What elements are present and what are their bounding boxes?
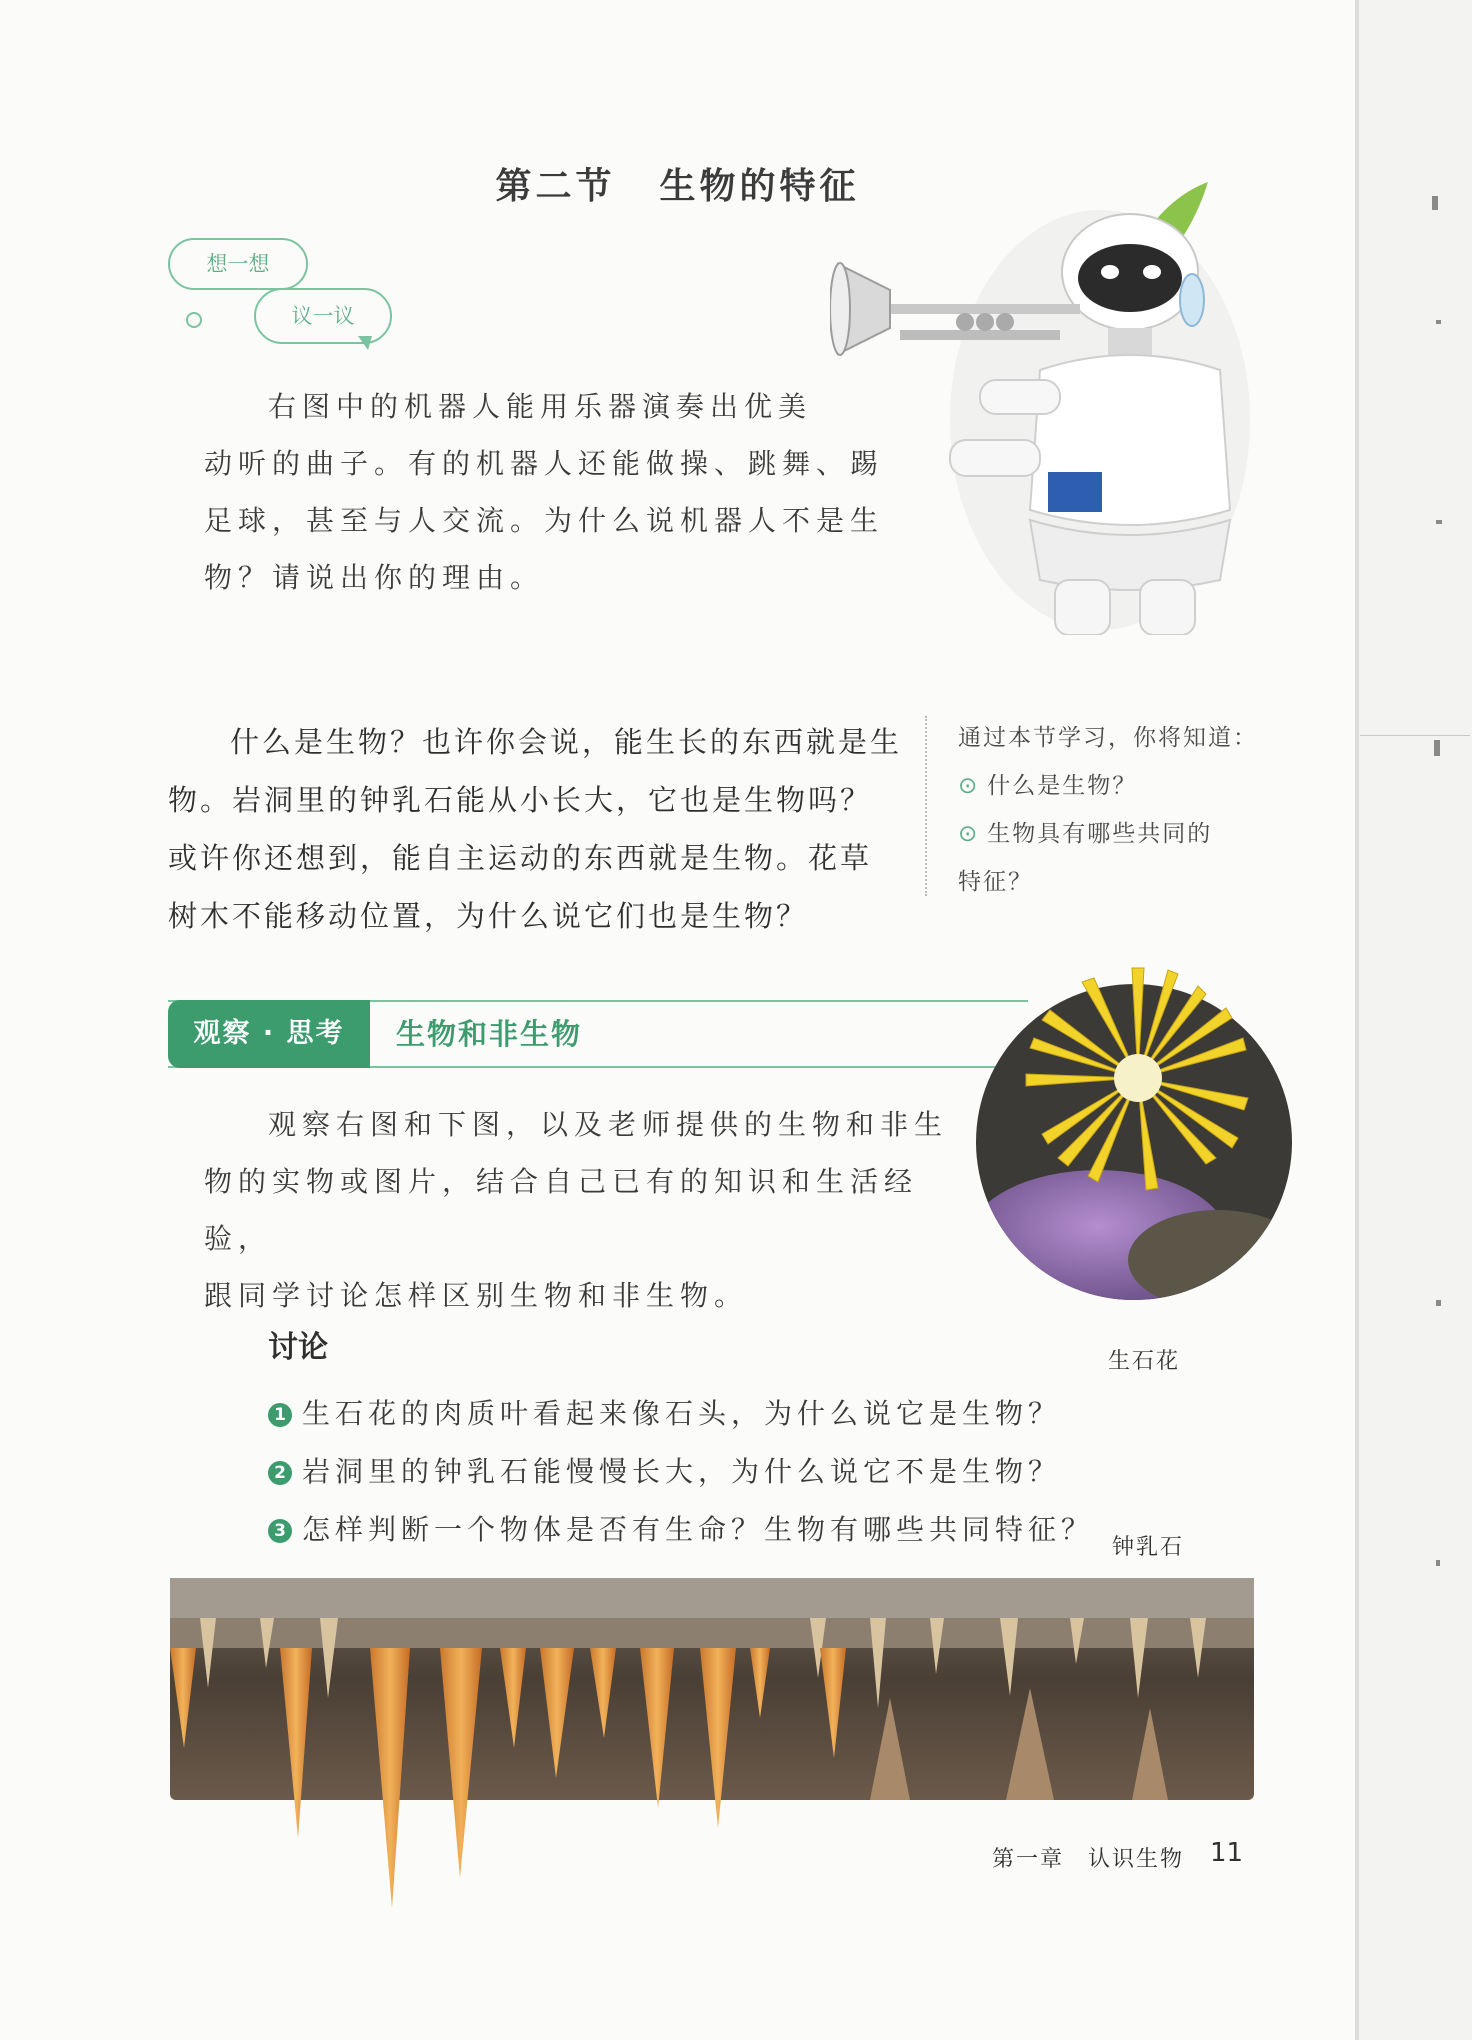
learning-goal-item: 什么是生物？ — [987, 773, 1138, 799]
chest-screen — [1048, 472, 1102, 512]
scan-mark — [1436, 320, 1441, 324]
main-line: 什么是生物？也许你会说，能生长的东西就是生 — [230, 725, 903, 759]
discussion-question: 生石花的肉质叶看起来像石头，为什么说它是生物？ — [302, 1397, 1062, 1430]
stalactite-caption: 钟乳石 — [1112, 1535, 1185, 1560]
discussion-heading: 讨论 — [268, 1330, 328, 1365]
lithops-photo — [968, 960, 1300, 1300]
main-paragraph — [168, 713, 908, 945]
scan-mark — [1436, 1300, 1441, 1306]
page-number: 11 — [1210, 1838, 1244, 1868]
target-bullet-icon: ⊙ — [958, 821, 980, 847]
intro-line: 物？请说出你的理由。 — [204, 561, 545, 594]
observe-paragraph — [204, 1096, 964, 1324]
discussion-item — [268, 1392, 1061, 1432]
scan-mark — [1434, 740, 1440, 756]
discussion-item — [268, 1508, 1094, 1548]
intro-line: 动听的曲子。有的机器人还能做操、跳舞、踢 — [204, 447, 885, 480]
discuss-bubble: 议一议 — [254, 288, 392, 344]
intro-paragraph — [204, 378, 904, 606]
discussion-question: 岩洞里的钟乳石能慢慢长大，为什么说它不是生物？ — [302, 1455, 1062, 1488]
intro-line: 右图中的机器人能用乐器演奏出优美 — [268, 390, 813, 423]
scan-mark — [1432, 196, 1438, 210]
scan-mark — [1436, 1560, 1440, 1566]
learning-goal-item: 特征？ — [958, 869, 1033, 895]
section-name: 生物的特征 — [659, 166, 860, 207]
learning-goals-note — [958, 714, 1258, 906]
number-badge-icon: 2 — [268, 1461, 292, 1485]
discussion-item — [268, 1450, 1061, 1490]
chapter-label: 第一章 认识生物 — [992, 1847, 1185, 1872]
discussion-question: 怎样判断一个物体是否有生命？生物有哪些共同特征？ — [302, 1513, 1095, 1546]
number-badge-icon: 3 — [268, 1519, 292, 1543]
main-line: 物。岩洞里的钟乳石能从小长大，它也是生物吗？ — [168, 783, 873, 817]
bubble-dot — [186, 312, 202, 328]
stalactite-photo — [170, 1578, 1254, 1928]
bubble-tail — [358, 336, 372, 350]
target-bullet-icon: ⊙ — [958, 773, 980, 799]
main-line: 或许你还想到，能自主运动的东西就是生物。花草 — [168, 841, 873, 875]
page-edge — [1355, 0, 1359, 2040]
observe-line: 跟同学讨论怎样区别生物和非生物。 — [204, 1279, 749, 1312]
side-note-divider — [925, 716, 927, 896]
learning-goals-lead: 通过本节学习，你将知道： — [958, 725, 1258, 751]
scan-line — [1360, 735, 1470, 736]
learning-goal-item: 生物具有哪些共同的 — [987, 821, 1213, 847]
observe-line: 物的实物或图片，结合自己已有的知识和生活经验， — [204, 1165, 919, 1255]
robot-trumpet-illustration — [830, 180, 1250, 635]
think-bubble: 想一想 — [168, 238, 308, 290]
number-badge-icon: 1 — [268, 1403, 292, 1427]
intro-line: 足球，甚至与人交流。为什么说机器人不是生 — [204, 504, 885, 537]
lithops-caption: 生石花 — [1108, 1349, 1181, 1374]
observe-line: 观察右图和下图，以及老师提供的生物和非生 — [268, 1108, 949, 1141]
observe-title: 生物和非生物 — [396, 1017, 583, 1051]
main-line: 树木不能移动位置，为什么说它们也是生物？ — [168, 899, 809, 933]
section-number: 第二节 — [495, 166, 616, 207]
observe-think-tag: 观察 · 思考 — [168, 1000, 370, 1068]
scan-mark — [1436, 520, 1442, 524]
